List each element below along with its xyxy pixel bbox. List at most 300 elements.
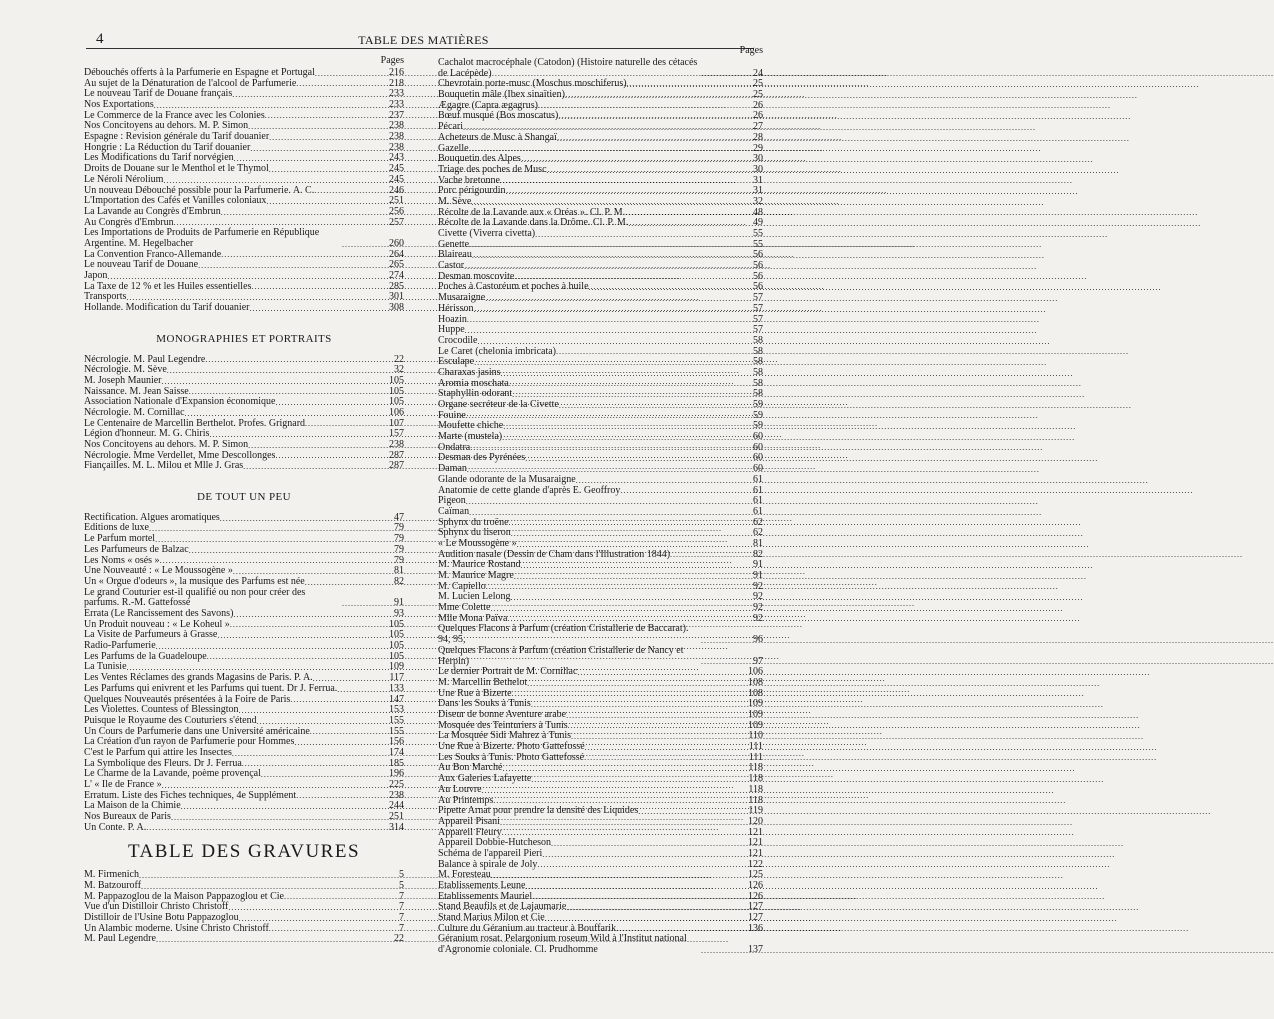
dot-leader: [156, 935, 382, 945]
dot-leader: [701, 657, 741, 667]
toc-entry-title: M. Capiello: [438, 580, 486, 592]
toc-entry-page: 59: [753, 399, 763, 411]
toc-entry-title: Hérisson: [438, 302, 474, 314]
toc-entry-page: 111: [748, 741, 763, 753]
toc-entry-page: 109: [748, 698, 763, 710]
toc-entry-title: Civette (Viverra civetta): [438, 228, 536, 240]
toc-entry-page: 47: [394, 511, 404, 523]
dot-leader: [502, 433, 741, 443]
toc-entry-title: Balance à spirale de Joly: [438, 858, 538, 870]
dot-leader: [305, 419, 382, 429]
toc-entry-title: Un Conte. P. A.: [84, 821, 147, 833]
toc-entry-title: M. Sève: [438, 195, 472, 207]
toc-entry-title: Hollande. Modification du Tarif douanier: [84, 302, 250, 314]
toc-entry-title: Anatomie de cette glande d'après E. Geoffroy: [438, 484, 621, 496]
toc-entry-title: Nécrologie. M. Cornillac: [84, 406, 185, 418]
toc-entry-title: Puisque le Royaume des Couturiers s'étend: [84, 714, 257, 726]
toc-entry-title: Les Violettes. Countess of Blessington: [84, 704, 239, 716]
toc-entry-title: Castor: [438, 260, 465, 272]
toc-entry-title: La Convention Franco-Allemande: [84, 248, 222, 260]
toc-entry-title: Ægagre (Capra ægagrus): [438, 99, 538, 111]
toc-entry-title: La Taxe de 12 % et les Huiles essentielles: [84, 280, 252, 292]
dot-leader: [205, 355, 382, 365]
dot-leader: [585, 743, 741, 753]
dot-leader: [162, 377, 383, 387]
toc-entry-page: 243: [389, 152, 404, 164]
toc-entry-title: La Maison de la Chimie: [84, 800, 181, 812]
entries-group-4: [84, 870, 404, 945]
toc-entry-title: M. Lucien Lelong: [438, 591, 511, 603]
toc-entry-page: 121: [748, 837, 763, 849]
toc-entry-page: 105: [389, 618, 404, 630]
toc-entry-page: 157: [389, 428, 404, 440]
toc-entry-title: L' « Ile de France »: [84, 779, 162, 791]
toc-entry-page: 31: [753, 185, 763, 197]
toc-entry-page: 119: [748, 805, 763, 817]
dot-leader: [167, 366, 382, 376]
dot-leader: [474, 305, 741, 315]
toc-entry-page: 238: [389, 141, 404, 153]
toc-entry-page: 57: [753, 324, 763, 336]
toc-entry-page: 133: [389, 682, 404, 694]
toc-entry-title: Au Congrès d'Embrun: [84, 216, 174, 228]
toc-entry-title: Légion d'honneur. M. G. Chiris: [84, 428, 210, 440]
toc-entry-page: 118: [748, 773, 763, 785]
toc-entry-title: Les Parfumeurs de Balzac: [84, 543, 189, 555]
toc-entry-page: 174: [389, 746, 404, 758]
toc-entry-page: 285: [389, 280, 404, 292]
toc-entry-page: 7: [399, 922, 404, 934]
toc-entry: [438, 240, 763, 251]
toc-entry-page: 109: [748, 709, 763, 721]
dot-leader: [565, 91, 741, 101]
toc-entry-page: 93: [394, 608, 404, 620]
toc-entry-page: 238: [389, 131, 404, 143]
toc-entry-title: Dans les Souks à Tunis: [438, 698, 531, 710]
toc-entry-page: 5: [399, 879, 404, 891]
dot-leader: [485, 294, 741, 304]
dot-leader: [221, 208, 382, 218]
dot-leader: [500, 818, 741, 828]
dot-leader: [701, 636, 741, 646]
toc-entry-page: 256: [389, 205, 404, 217]
toc-entry-page: 79: [394, 543, 404, 555]
toc-entry-page: 59: [753, 409, 763, 421]
toc-entry-page: 118: [748, 783, 763, 795]
dot-leader: [189, 546, 382, 556]
toc-entry-page: 26: [753, 110, 763, 122]
toc-entry-page: 155: [389, 714, 404, 726]
toc-entry-page: 108: [748, 687, 763, 699]
toc-entry-page: 238: [389, 439, 404, 451]
toc-entry-page: 7: [399, 901, 404, 913]
toc-entry-page: 127: [748, 901, 763, 913]
dot-leader: [265, 111, 382, 121]
section-title-large: TABLE DES GRAVURES: [127, 841, 361, 863]
left-column: [84, 56, 404, 945]
toc-entry-title: Errata (Le Rancissement des Savons): [84, 608, 234, 620]
toc-entry-page: 251: [389, 811, 404, 823]
dot-leader: [230, 620, 382, 630]
toc-entry-page: 238: [389, 120, 404, 132]
toc-entry: [438, 453, 763, 464]
toc-entry-page: 97: [753, 655, 763, 667]
toc-entry-page: 105: [389, 629, 404, 641]
toc-entry-page: 25: [753, 78, 763, 90]
toc-entry: [438, 475, 763, 486]
dot-leader: [584, 753, 741, 763]
toc-entry-title: Mosquée des Teinturiers à Tunis: [438, 719, 568, 731]
toc-entry-page: 32: [394, 364, 404, 376]
toc-entry-page: 79: [394, 522, 404, 534]
toc-entry-title: Radio-Parfumerie: [84, 640, 156, 652]
toc-entry: [84, 175, 404, 186]
toc-entry-title: Droits de Douane sur le Menthol et le Thymol: [84, 163, 269, 175]
toc-entry-title: M. Maurice Magre: [438, 570, 514, 582]
toc-entry: [438, 58, 763, 79]
dot-leader: [269, 133, 382, 143]
toc-entry-page: 56: [753, 270, 763, 282]
toc-entry: [84, 716, 404, 727]
toc-entry-title: Vache bretonne: [438, 174, 500, 186]
toc-entry-title: Mme Colette: [438, 602, 491, 614]
toc-entry-title: Caïman: [438, 505, 470, 517]
toc-entry-title: Quelques Flacons à Parfum (création Cristallerie de Nancy et Herpin): [438, 644, 684, 667]
toc-entry: [84, 376, 404, 387]
toc-entry-page: 28: [753, 131, 763, 143]
toc-entry-page: 57: [753, 302, 763, 314]
toc-entry-title: Les Modifications du Tarif norvégien: [84, 152, 234, 164]
toc-entry-page: 127: [748, 912, 763, 924]
toc-entry: [438, 507, 763, 518]
toc-entry-page: 79: [394, 533, 404, 545]
toc-entry: [84, 881, 404, 892]
toc-entry-title: Marte (mustela): [438, 431, 503, 443]
toc-entry-page: 30: [753, 163, 763, 175]
toc-entry-page: 108: [748, 676, 763, 688]
toc-entry-page: 246: [389, 184, 404, 196]
toc-entry-page: 251: [389, 195, 404, 207]
toc-entry-page: 57: [753, 292, 763, 304]
toc-entry-title: La Lavande au Congrès d'Embrun: [84, 205, 221, 217]
dot-leader: [589, 283, 741, 293]
dot-leader: [232, 749, 382, 759]
dot-leader: [466, 497, 741, 507]
toc-entry-page: 257: [389, 216, 404, 228]
toc-entry-title: Les Noms « osés »: [84, 554, 160, 566]
dot-leader: [290, 695, 382, 705]
dot-leader: [537, 860, 741, 870]
toc-entry-page: 56: [753, 260, 763, 272]
toc-entry-page: 27: [753, 121, 763, 133]
toc-entry-title: Porc périgourdin: [438, 185, 506, 197]
toc-entry-page: 153: [389, 704, 404, 716]
section-title: MONOGRAPHIES ET PORTRAITS: [156, 332, 332, 345]
toc-entry-page: 301: [389, 291, 404, 303]
toc-entry-page: 61: [753, 505, 763, 517]
dot-leader: [557, 134, 741, 144]
toc-entry-page: 91: [394, 597, 404, 609]
dot-leader: [509, 518, 741, 528]
right-column: [438, 45, 763, 956]
dot-leader: [305, 578, 382, 588]
toc-entry-page: 109: [389, 661, 404, 673]
toc-entry-title: « Le Moussogène »: [438, 537, 517, 549]
dot-leader: [701, 946, 741, 956]
toc-entry-page: 60: [753, 463, 763, 475]
dot-leader: [514, 572, 741, 582]
toc-entry-title: Le Commerce de la France avec les Colonies: [84, 109, 265, 121]
toc-entry-page: 55: [753, 238, 763, 250]
dot-leader: [620, 486, 741, 496]
toc-entry: [438, 325, 763, 336]
toc-entry-title: Une Nouveauté : « Le Moussogène »: [84, 565, 233, 577]
toc-entry-title: Au Louvre: [438, 783, 482, 795]
toc-entry-title: M. Joseph Maunier: [84, 374, 162, 386]
toc-entry: [438, 785, 763, 796]
pages-label: Pages: [380, 55, 404, 66]
toc-entry-title: Le Centenaire de Marcellin Berthelot. Profes. Grignard: [84, 417, 306, 429]
toc-entry-page: 32: [753, 195, 763, 207]
toc-entry-title: M. Batzouroff: [84, 879, 142, 891]
toc-entry-title: Nos Exportations: [84, 99, 154, 111]
toc-entry-title: Fiançailles. M. L. Milou et Mlle J. Gras: [84, 460, 244, 472]
section-title: DE TOUT UN PEU: [197, 491, 291, 504]
toc-entry-title: Poches à Castoréum et poches à huile: [438, 281, 589, 293]
toc-entry-page: 58: [753, 366, 763, 378]
dot-leader: [491, 604, 742, 614]
toc-entry-page: 105: [389, 374, 404, 386]
toc-entry-title: Un nouveau Débouché possible pour la Parfumerie. A. C.: [84, 184, 315, 196]
toc-entry-title: Staphyllin odorant: [438, 388, 513, 400]
dot-leader: [275, 398, 382, 408]
dot-leader: [239, 706, 383, 716]
toc-entry-title: Les Ventes Réclames des grands Magasins de Paris. P. A.: [84, 672, 313, 684]
dot-leader: [559, 401, 741, 411]
toc-entry-page: 82: [753, 548, 763, 560]
toc-entry-page: 196: [389, 768, 404, 780]
toc-entry-title: Association Nationale d'Expansion économique: [84, 396, 276, 408]
page-number: 4: [96, 31, 104, 47]
toc-entry-page: 5: [399, 869, 404, 881]
toc-entry: [438, 817, 763, 828]
entries-group-1: [84, 68, 404, 314]
toc-entry-title: Les Importations de Produits de Parfumerie en République Argentine. M. Hegelbacher: [84, 227, 320, 250]
toc-entry-page: 22: [394, 353, 404, 365]
toc-entry-title: Nécrologie. Mme Verdellet, Mme Descollonges: [84, 449, 276, 461]
dot-leader: [509, 379, 741, 389]
toc-entry-title: Glande odorante de la Musaraigne: [438, 473, 576, 485]
dot-leader: [198, 261, 382, 271]
toc-entry-title: Récolte de la Lavande aux « Oréas ». Cl. P. M.: [438, 206, 626, 218]
toc-entry-title: M. Maurice Rostand: [438, 559, 521, 571]
toc-entry-page: 245: [389, 173, 404, 185]
toc-entry-page: 58: [753, 388, 763, 400]
pages-label: Pages: [739, 45, 763, 56]
toc-entry-title: Bouquetin mâle (Ibex sinaïtien): [438, 89, 565, 101]
toc-entry-title: Schéma de l'appareil Pieri: [438, 847, 543, 859]
toc-entry: [84, 652, 404, 663]
toc-entry-page: 238: [389, 789, 404, 801]
toc-entry-page: 96: [753, 634, 763, 646]
toc-entry-page: 237: [389, 109, 404, 121]
dot-leader: [566, 903, 741, 913]
dot-leader: [250, 144, 382, 154]
toc-entry-title: La Création d'un rayon de Parfumerie pour Hommes: [84, 736, 295, 748]
toc-entry-title: Esculape: [438, 356, 475, 368]
dot-leader: [217, 631, 382, 641]
dot-leader: [511, 529, 741, 539]
toc-entry-page: 233: [389, 88, 404, 100]
toc-entry-page: 58: [753, 334, 763, 346]
toc-entry-title: M. Paul Legendre: [84, 933, 156, 945]
toc-entry-title: Mlle Mona Païva: [438, 612, 508, 624]
dot-leader: [510, 593, 741, 603]
dot-leader: [275, 451, 382, 461]
dot-leader: [558, 112, 741, 122]
toc-entry-page: 265: [389, 259, 404, 271]
toc-entry-page: 125: [748, 869, 763, 881]
toc-entry-title: Le Caret (chelonia imbricata): [438, 345, 556, 357]
toc-entry: [438, 336, 763, 347]
toc-entry: [84, 303, 404, 314]
toc-entry-page: 216: [389, 66, 404, 78]
toc-entry: [438, 315, 763, 326]
dot-leader: [337, 685, 382, 695]
dot-leader: [220, 514, 382, 524]
toc-entry-page: 57: [753, 313, 763, 325]
toc-entry-page: 107: [389, 417, 404, 429]
toc-entry-title: Vue d'un Distilloir Christo Christoff: [84, 901, 229, 913]
dot-leader: [146, 823, 382, 833]
toc-entry-title: Au Bon Marché: [438, 762, 503, 774]
page-header: [96, 31, 751, 47]
toc-entry-title: Pipette Arnat pour prendre la densité des Liquides: [438, 805, 639, 817]
toc-entry-title: Desman des Pyrénées: [438, 452, 526, 464]
toc-entry-title: Appareil Dobbie-Hutcheson: [438, 837, 552, 849]
toc-entry: [438, 111, 763, 122]
toc-entry-page: 120: [748, 815, 763, 827]
dot-leader: [472, 251, 741, 261]
toc-entry-page: 7: [399, 890, 404, 902]
toc-entry-title: Au sujet de la Dénaturation de l'alcool de Parfumerie: [84, 77, 297, 89]
dot-leader: [294, 738, 382, 748]
entries-group-2: [84, 355, 404, 473]
toc-entry-title: Quelques Nouveautés présentées à la Foire de Paris: [84, 693, 291, 705]
toc-entry: [84, 461, 404, 472]
dot-leader: [542, 850, 741, 860]
toc-entry: [438, 496, 763, 507]
toc-entry-title: Stand Marius Milon et Cie: [438, 912, 545, 924]
toc-entry: [438, 486, 763, 497]
toc-entry-page: 56: [753, 249, 763, 261]
toc-entry-title: Un « Orgue d'odeurs », la musique des Parfums est née: [84, 575, 305, 587]
toc-entry-title: Le grand Couturier est-il qualifié ou non pour créer des parfums. R.-M. Gattefossé: [84, 586, 306, 609]
toc-entry-title: Culture du Géranium au tracteur à Bouffarik: [438, 922, 617, 934]
toc-entry-title: Bœuf musqué (Bos moscatus): [438, 110, 559, 122]
toc-entry-page: 274: [389, 270, 404, 282]
dot-leader: [242, 759, 382, 769]
dot-leader: [269, 924, 382, 934]
dot-leader: [251, 282, 382, 292]
toc-entry-page: 287: [389, 460, 404, 472]
toc-entry-page: 264: [389, 248, 404, 260]
toc-entry-title: Stand Beaufils et de Lajaumarie: [438, 901, 567, 913]
toc-entry-title: Hoazin: [438, 313, 467, 325]
toc-entry-page: 29: [753, 142, 763, 154]
toc-entry-title: C'est le Parfum qui attire les Insectes: [84, 746, 232, 758]
toc-entry-title: Nos Concitoyens au dehors. M. P. Simon: [84, 439, 249, 451]
dot-leader: [171, 813, 382, 823]
toc-entry-title: Le Néroli Nérolium: [84, 173, 164, 185]
dot-leader: [506, 187, 742, 197]
toc-entry-title: Récolte de la Lavande dans la Drôme. Cl. P. M.: [438, 217, 629, 229]
dot-leader: [525, 454, 741, 464]
dot-leader: [525, 882, 741, 892]
toc-entry: [84, 260, 404, 271]
dot-leader: [535, 230, 741, 240]
toc-entry-title: Genette: [438, 238, 470, 250]
toc-entry: [438, 646, 763, 667]
toc-entry-page: 126: [748, 890, 763, 902]
toc-entry-title: Le nouveau Tarif de Douane: [84, 259, 199, 271]
toc-entry-page: 118: [748, 794, 763, 806]
toc-entry-title: Au Printemps: [438, 794, 494, 806]
dot-leader: [314, 186, 382, 196]
dot-leader: [243, 462, 382, 472]
toc-entry-title: Charaxas jasins: [438, 366, 501, 378]
dot-leader: [551, 839, 741, 849]
toc-entry-page: 61: [753, 484, 763, 496]
toc-entry-title: Les Parfums de la Guadeloupe: [84, 650, 207, 662]
toc-entry-page: 92: [753, 591, 763, 603]
dot-leader: [500, 176, 741, 186]
toc-entry-title: Naissance. M. Jean Saisse: [84, 385, 189, 397]
toc-entry-title: Desman moscovite: [438, 270, 515, 282]
dot-leader: [670, 550, 741, 560]
toc-entry: [438, 571, 763, 582]
toc-entry-page: 106: [748, 666, 763, 678]
toc-entry-page: 111: [748, 751, 763, 763]
running-title: TABLE DES MATIÈRES: [358, 33, 489, 47]
toc-entry-title: Appareil Fleury: [438, 826, 502, 838]
toc-entry-page: 62: [753, 516, 763, 528]
toc-entry-page: 81: [753, 537, 763, 549]
toc-entry-title: Le Parfum mortel: [84, 533, 156, 545]
toc-entry-title: Pécari: [438, 121, 463, 133]
toc-entry-page: 147: [389, 693, 404, 705]
toc-entry: [438, 934, 763, 955]
toc-entry-title: Japon: [84, 270, 108, 282]
toc-entry: [438, 774, 763, 785]
toc-entry-page: 105: [389, 385, 404, 397]
toc-entry-title: Acheteurs de Musc à Shangaï: [438, 131, 557, 143]
toc-entry-title: Rectification. Algues aromatiques: [84, 511, 220, 523]
dot-leader: [568, 721, 741, 731]
dot-leader: [491, 871, 741, 881]
dot-leader: [342, 240, 382, 250]
toc-entry-title: Nécrologie. M. Paul Legendre: [84, 353, 206, 365]
dot-leader: [296, 791, 382, 801]
toc-entry-title: Moufette chiche: [438, 420, 504, 432]
dot-leader: [625, 208, 741, 218]
toc-entry-title: Quelques Flacons à Parfum (création Cristallerie de Baccarat). 94, 95,: [438, 623, 689, 646]
toc-entry-title: Huppe: [438, 324, 465, 336]
toc-entry-page: 60: [753, 441, 763, 453]
toc-entry: [438, 282, 763, 293]
toc-entry: [84, 545, 404, 556]
toc-entry-page: 58: [753, 377, 763, 389]
